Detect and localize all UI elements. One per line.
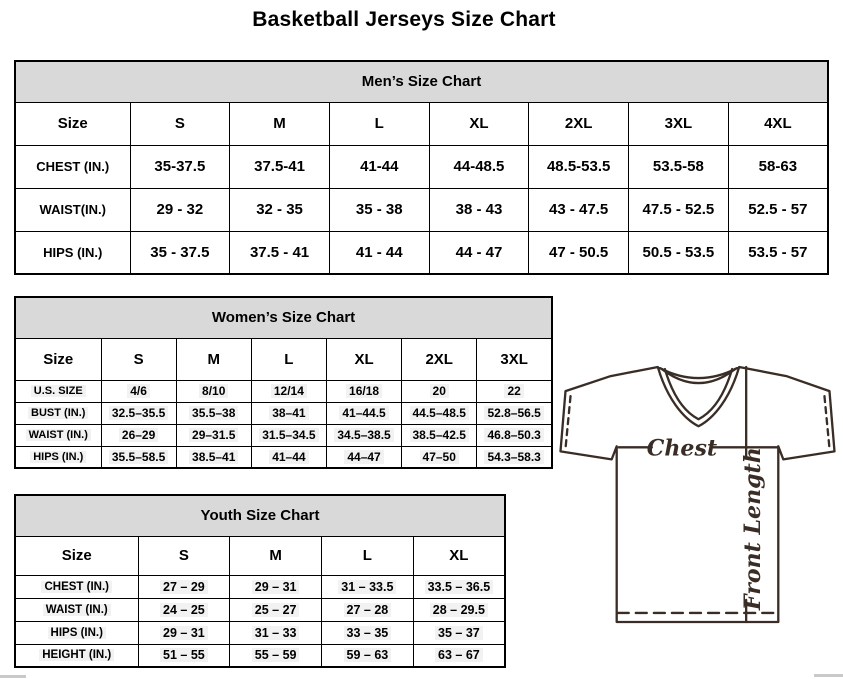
table-row (15, 644, 505, 667)
cell: 35 – 37 (413, 621, 505, 644)
cell: 27 – 29 (138, 575, 230, 598)
cell: 38 - 43 (429, 188, 529, 231)
cell: 25 – 27 (230, 598, 322, 621)
column-header: XL (429, 102, 529, 145)
cell: 35.5–38 (176, 402, 251, 424)
cell: 31 – 33 (230, 621, 322, 644)
row-label: HEIGHT (IN.) (15, 644, 138, 667)
cell: 38.5–42.5 (402, 424, 477, 446)
cell: 4/6 (101, 380, 176, 402)
row-label: WAIST (IN.) (15, 598, 138, 621)
table-row (15, 380, 552, 402)
column-header: Size (15, 102, 130, 145)
cell: 34.5–38.5 (326, 424, 401, 446)
cell: 44–47 (326, 446, 401, 468)
cell: 24 – 25 (138, 598, 230, 621)
cell: 37.5-41 (230, 145, 330, 188)
column-header: S (138, 536, 230, 575)
table-row (15, 145, 828, 188)
column-header: 2XL (402, 338, 477, 380)
cell: 29–31.5 (176, 424, 251, 446)
jersey-body-outline (560, 367, 834, 622)
column-header: 4XL (728, 102, 828, 145)
cell: 54.3–58.3 (477, 446, 552, 468)
row-label: HIPS (IN.) (15, 231, 130, 274)
cell: 33.5 – 36.5 (413, 575, 505, 598)
table-row (15, 188, 828, 231)
cell: 12/14 (251, 380, 326, 402)
cell: 43 - 47.5 (529, 188, 629, 231)
cell: 50.5 - 53.5 (629, 231, 729, 274)
row-label: BUST (IN.) (15, 402, 101, 424)
cell: 33 – 35 (322, 621, 414, 644)
cell: 52.8–56.5 (477, 402, 552, 424)
column-header: S (101, 338, 176, 380)
column-header-row (15, 338, 552, 380)
cell: 47–50 (402, 446, 477, 468)
table-row (15, 231, 828, 274)
cell: 41-44 (329, 145, 429, 188)
column-header: Size (15, 536, 138, 575)
column-header-row (15, 102, 828, 145)
cell: 31.5–34.5 (251, 424, 326, 446)
cell: 52.5 - 57 (728, 188, 828, 231)
column-header: 3XL (477, 338, 552, 380)
cell: 55 – 59 (230, 644, 322, 667)
cell: 20 (402, 380, 477, 402)
cell: 29 - 32 (130, 188, 230, 231)
cell: 35.5–58.5 (101, 446, 176, 468)
column-header-row (15, 536, 505, 575)
row-label: HIPS (IN.) (15, 621, 138, 644)
column-header: M (230, 102, 330, 145)
table-title: Men’s Size Chart (15, 61, 828, 102)
page-title: Basketball Jerseys Size Chart (252, 8, 556, 31)
jersey-collar-back-arc-2 (662, 369, 735, 383)
cell: 63 – 67 (413, 644, 505, 667)
column-header: 3XL (629, 102, 729, 145)
cell: 26–29 (101, 424, 176, 446)
table-row (15, 424, 552, 446)
cell: 53.5-58 (629, 145, 729, 188)
column-header: M (230, 536, 322, 575)
horizontal-scrollbar-fragment-left[interactable] (0, 675, 26, 678)
cell: 35 - 38 (329, 188, 429, 231)
cell: 53.5 - 57 (728, 231, 828, 274)
column-header: L (251, 338, 326, 380)
cell: 28 – 29.5 (413, 598, 505, 621)
cell: 29 – 31 (138, 621, 230, 644)
row-label: HIPS (IN.) (15, 446, 101, 468)
cell: 8/10 (176, 380, 251, 402)
table-section-header-row (15, 297, 552, 338)
column-header: XL (326, 338, 401, 380)
cell: 48.5-53.5 (529, 145, 629, 188)
row-label: CHEST (IN.) (15, 145, 130, 188)
column-header: 2XL (529, 102, 629, 145)
cell: 59 – 63 (322, 644, 414, 667)
cell: 41 - 44 (329, 231, 429, 274)
cell: 38–41 (251, 402, 326, 424)
row-label: WAIST (IN.) (15, 424, 101, 446)
column-header: XL (413, 536, 505, 575)
table-title: Youth Size Chart (15, 495, 505, 536)
mens-size-table (14, 60, 829, 275)
front-length-label: Front Length (740, 447, 767, 611)
cell: 51 – 55 (138, 644, 230, 667)
table-title: Women’s Size Chart (15, 297, 552, 338)
column-header: M (176, 338, 251, 380)
column-header: L (322, 536, 414, 575)
cell: 27 – 28 (322, 598, 414, 621)
table-row (15, 446, 552, 468)
cell: 35 - 37.5 (130, 231, 230, 274)
cell: 44-48.5 (429, 145, 529, 188)
cell: 44.5–48.5 (402, 402, 477, 424)
row-label: WAIST(IN.) (15, 188, 130, 231)
jersey-outline-svg (556, 356, 843, 629)
cell: 38.5–41 (176, 446, 251, 468)
cell: 32 - 35 (230, 188, 330, 231)
cell: 37.5 - 41 (230, 231, 330, 274)
column-header: S (130, 102, 230, 145)
column-header: L (329, 102, 429, 145)
cell: 47.5 - 52.5 (629, 188, 729, 231)
row-label: CHEST (IN.) (15, 575, 138, 598)
table-row (15, 621, 505, 644)
cell: 46.8–50.3 (477, 424, 552, 446)
cell: 58-63 (728, 145, 828, 188)
cell: 35-37.5 (130, 145, 230, 188)
chest-label: Chest (646, 435, 718, 462)
cell: 44 - 47 (429, 231, 529, 274)
cell: 16/18 (326, 380, 401, 402)
cell: 47 - 50.5 (529, 231, 629, 274)
column-header: Size (15, 338, 101, 380)
youth-size-table (14, 494, 506, 668)
table-row (15, 575, 505, 598)
horizontal-scrollbar-fragment-right[interactable] (814, 674, 843, 677)
cell: 32.5–35.5 (101, 402, 176, 424)
row-label: U.S. SIZE (15, 380, 101, 402)
cell: 31 – 33.5 (322, 575, 414, 598)
jersey-measurement-diagram (556, 356, 843, 629)
table-section-header-row (15, 495, 505, 536)
womens-size-table (14, 296, 553, 469)
cell: 29 – 31 (230, 575, 322, 598)
table-section-header-row (15, 61, 828, 102)
cell: 41–44.5 (326, 402, 401, 424)
table-row (15, 402, 552, 424)
table-row (15, 598, 505, 621)
cell: 41–44 (251, 446, 326, 468)
cell: 22 (477, 380, 552, 402)
